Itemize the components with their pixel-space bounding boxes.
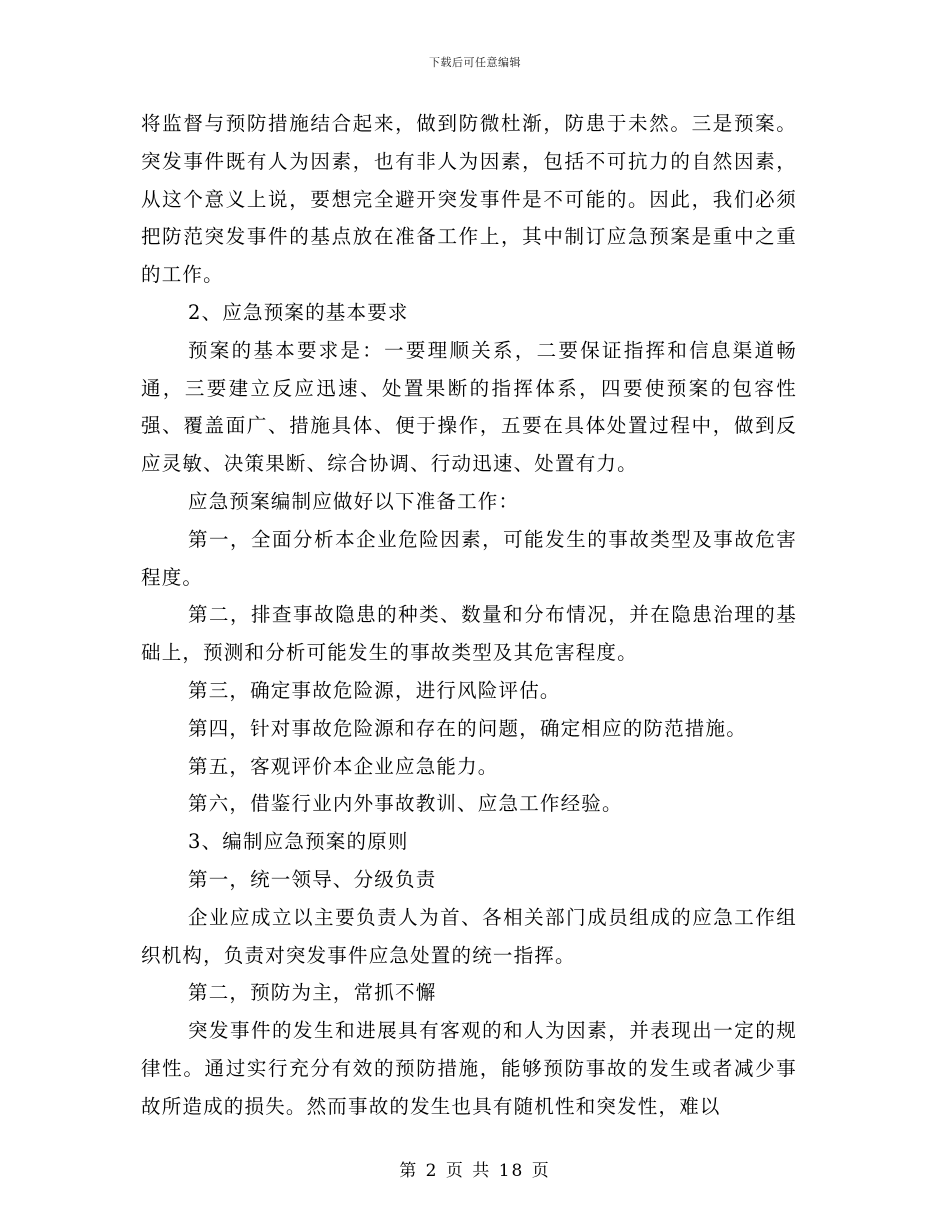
list-item: 第一，全面分析本企业危险因素，可能发生的事故类型及事故危害程度。 [141, 527, 797, 589]
list-item: 第五，客观评价本企业应急能力。 [188, 754, 499, 778]
document-body [141, 105, 797, 1126]
paragraph: 企业应成立以主要负责人为首、各相关部门成员组成的应急工作组织机构，负责对突发事件应急处置的统一指挥。 [141, 905, 797, 967]
page-header-note: 下载后可任意编辑 [429, 56, 521, 69]
page-number-footer: 第 2 页 共 18 页 [399, 1161, 551, 1181]
paragraph: 应急预案编制应做好以下准备工作： [188, 489, 520, 513]
list-item: 第六，借鉴行业内外事故教训、应急工作经验。 [188, 792, 623, 816]
paragraph: 突发事件的发生和进展具有客观的和人为因素，并表现出一定的规律性。通过实行充分有效的预防措施，能够预防事故的发生或者减少事故所造成的损失。然而事故的发生也具有随机性和突发性，难以 [141, 1019, 797, 1118]
subheading: 第二，预防为主，常抓不懈 [188, 981, 437, 1005]
list-item: 第四，针对事故危险源和存在的问题，确定相应的防范措施。 [188, 716, 747, 740]
paragraph: 预案的基本要求是：一要理顺关系，二要保证指挥和信息渠道畅通，三要建立反应迅速、处置果断的指挥体系，四要使预案的包容性强、覆盖面广、措施具体、便于操作，五要在具体处置过程中，做到反应灵敏、决策果断、综合协调、行动迅速、处置有力。 [141, 338, 797, 476]
list-item: 第二，排查事故隐患的种类、数量和分布情况，并在隐患治理的基础上，预测和分析可能发生的事故类型及其危害程度。 [141, 603, 797, 665]
section-heading: 2、应急预案的基本要求 [188, 300, 409, 324]
list-item: 第三，确定事故危险源，进行风险评估。 [188, 678, 561, 702]
paragraph: 将监督与预防措施结合起来，做到防微杜渐，防患于未然。三是预案。突发事件既有人为因素，也有非人为因素，包括不可抗力的自然因素，从这个意义上说，要想完全避开突发事件是不可能的。因此，我们必须把防范突发事件的基点放在准备工作上，其中制订应急预案是重中之重的工作。 [141, 112, 797, 287]
subheading: 第一，统一领导、分级负责 [188, 867, 437, 891]
section-heading: 3、编制应急预案的原则 [188, 830, 409, 854]
